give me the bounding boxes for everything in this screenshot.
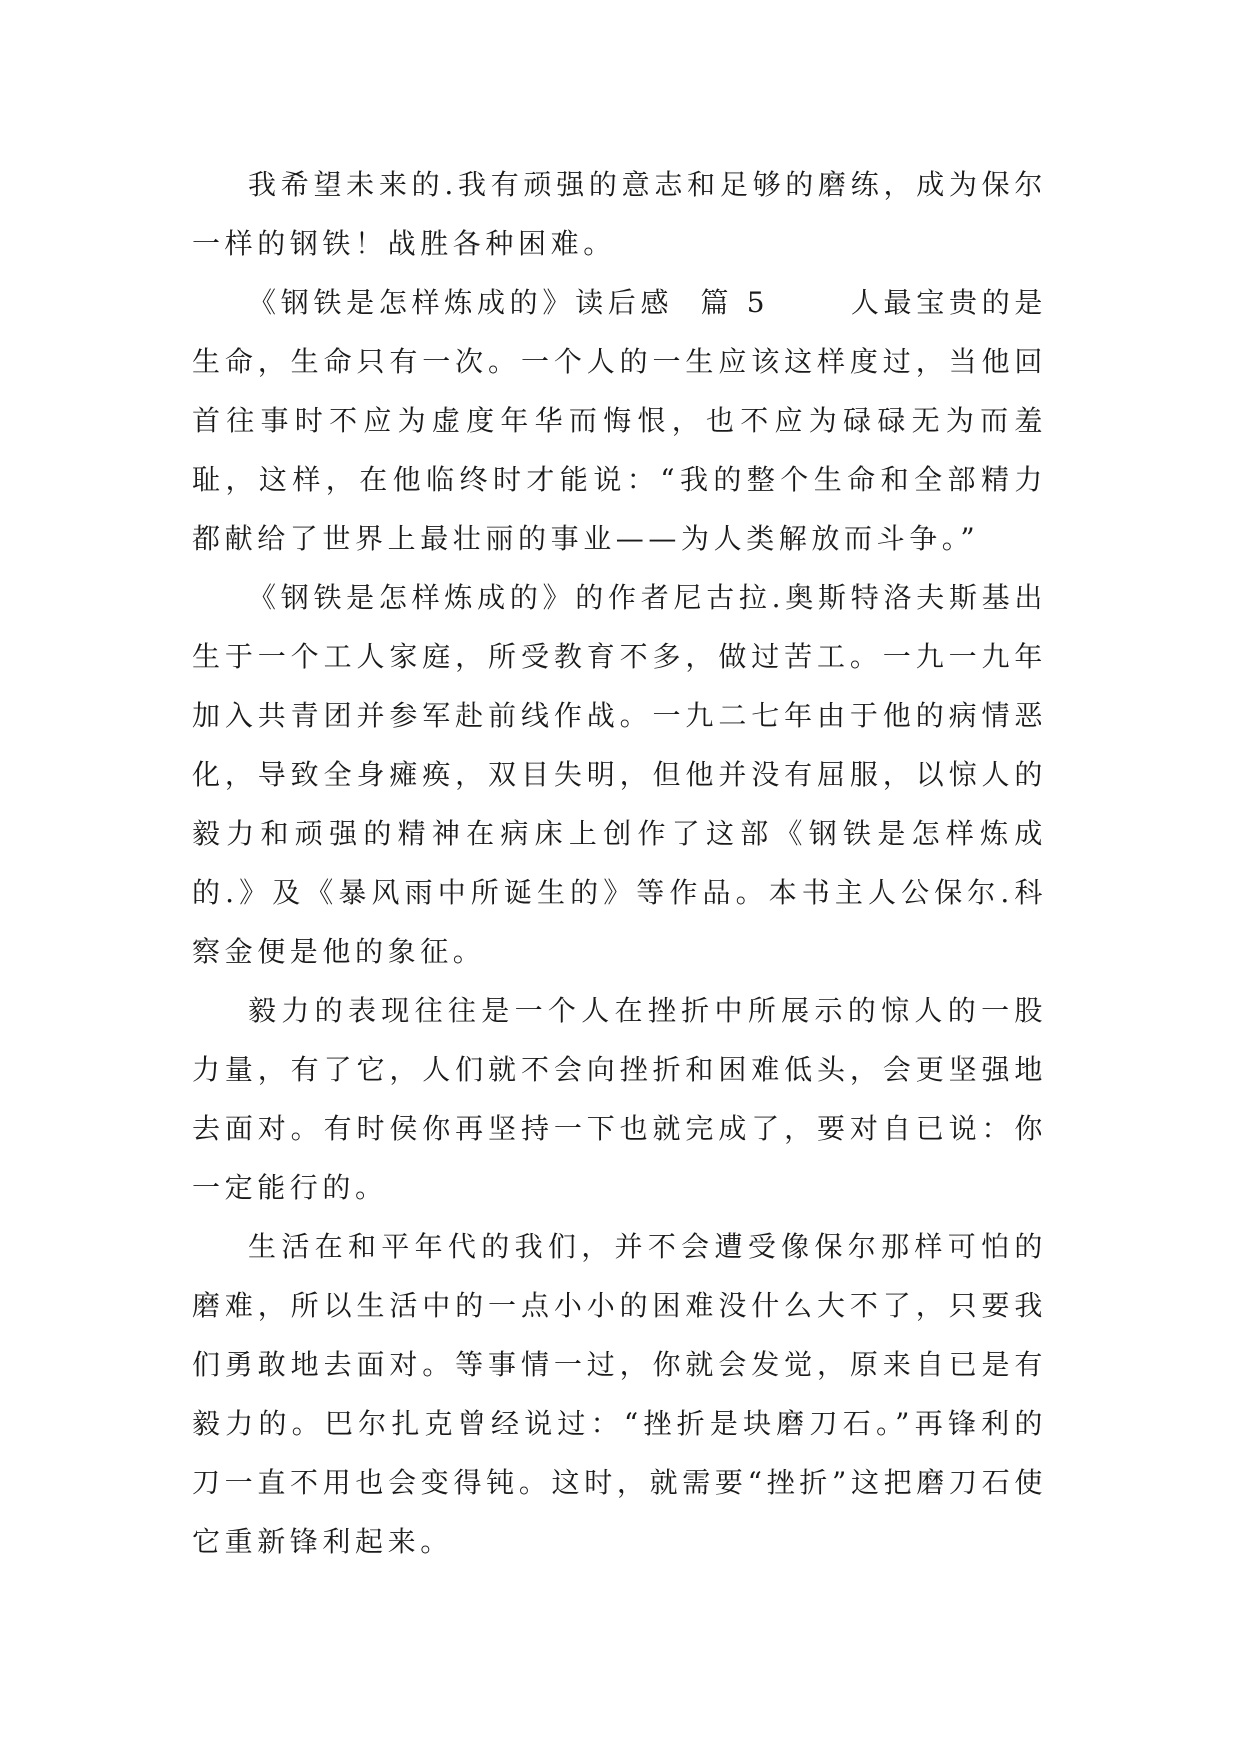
document-body <box>192 155 1047 1571</box>
paragraph-3: 《钢铁是怎样炼成的》的作者尼古拉.奥斯特洛夫斯基出生于一个工人家庭，所受教育不多，做过苦工。一九一九年加入共青团并参军赴前线作战。一九二七年由于他的病情恶化，导致全身瘫痪，双目失明，但他并没有屈服，以惊人的毅力和顽强的精神在病床上创作了这部《钢铁是怎样炼成的.》及《暴风雨中所诞生的》等作品。本书主人公保尔.科察金便是他的象征。 <box>192 581 1047 968</box>
paragraph-5: 生活在和平年代的我们，并不会遭受像保尔那样可怕的磨难，所以生活中的一点小小的困难没什么大不了，只要我们勇敢地去面对。等事情一过，你就会发觉，原来自已是有毅力的。巴尔扎克曾经说过：“挫折是块磨刀石。”再锋利的刀一直不用也会变得钝。这时，就需要“挫折”这把磨刀石使它重新锋利起来。 <box>192 1230 1047 1558</box>
paragraph-1: 我希望未来的.我有顽强的意志和足够的磨练，成为保尔一样的钢铁！战胜各种困难。 <box>192 168 1047 260</box>
paragraph-2: 《钢铁是怎样炼成的》读后感 篇 5 人最宝贵的是生命，生命只有一次。一个人的一生应该这样度过，当他回首往事时不应为虚度年华而悔恨，也不应为碌碌无为而羞耻，这样，在他临终时才能说：“我的整个生命和全部精力都献给了世界上最壮丽的事业——为人类解放而斗争。” <box>192 286 1047 555</box>
paragraph-4: 毅力的表现往往是一个人在挫折中所展示的惊人的一股力量，有了它，人们就不会向挫折和困难低头，会更坚强地去面对。有时侯你再坚持一下也就完成了，要对自已说：你一定能行的。 <box>192 994 1047 1204</box>
